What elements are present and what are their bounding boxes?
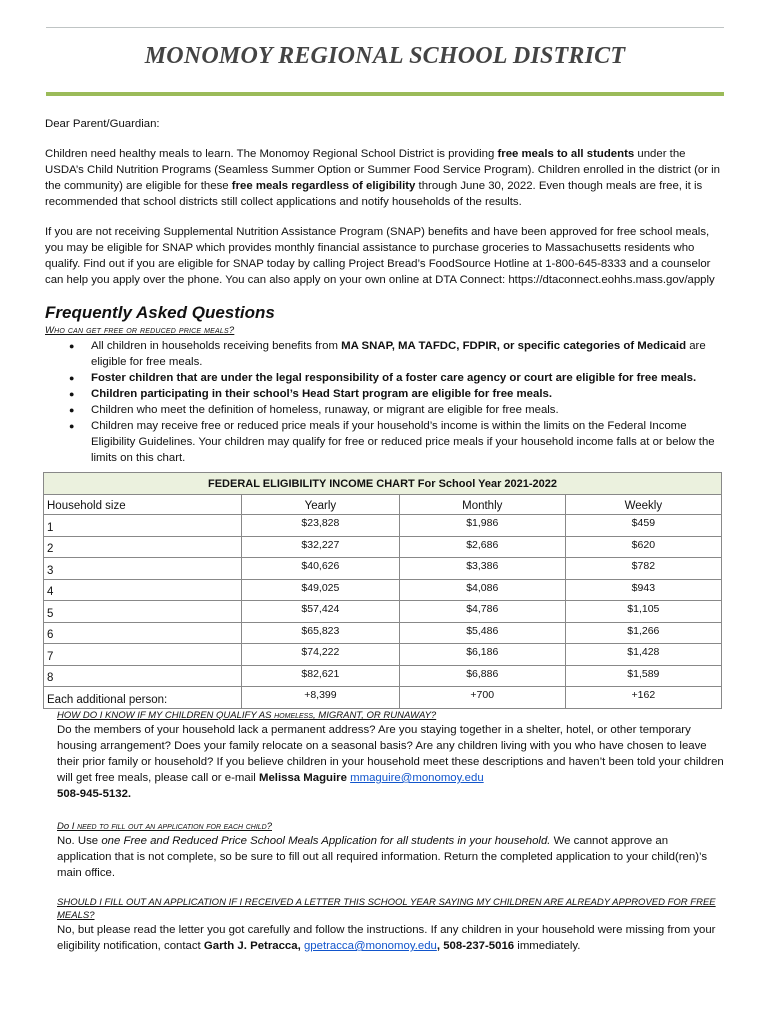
faq-heading: Frequently Asked Questions: [45, 303, 275, 322]
household-size-cell: 3: [44, 558, 242, 580]
yearly-cell: +8,399: [242, 687, 400, 709]
weekly-cell: $1,105: [565, 601, 721, 623]
monthly-cell: $3,386: [399, 558, 565, 580]
list-item: ● Children who meet the definition of homeless, runaway, or migrant are eligible for free meals.: [45, 402, 725, 418]
faq-question-homeless: [57, 709, 725, 722]
table-row: [44, 601, 722, 623]
yearly-cell: $82,621: [242, 665, 400, 687]
monthly-cell: $4,786: [399, 601, 565, 623]
answer-text: immediately.: [514, 940, 581, 952]
bullet-bold-text: MA SNAP, MA TAFDC, FDPIR, or specific categories of Medicaid: [341, 340, 687, 352]
eligibility-list: [45, 338, 725, 466]
intro-paragraph: [45, 146, 725, 210]
monthly-cell: $1,986: [399, 515, 565, 537]
intro-text-a: Children need healthy meals to learn. The Monomoy Regional School District is providing: [45, 148, 498, 160]
faq-section-letter: [57, 896, 725, 954]
contact-phone: , 508-237-5016: [436, 940, 515, 952]
weekly-cell: +162: [565, 687, 721, 709]
title-underline: [46, 92, 724, 96]
contact-phone: 508-945-5132.: [57, 788, 132, 800]
table-caption: FEDERAL ELIGIBILITY INCOME CHART For School Year 2021-2022: [44, 473, 722, 495]
answer-text: No, but please read the letter you got carefully and follow the instructions. If any children in your household were missing from your eligibility notification, contact: [57, 924, 716, 952]
contact-name: Melissa Maguire: [258, 772, 347, 784]
monthly-cell: +700: [399, 687, 565, 709]
column-header-monthly: Monthly: [399, 495, 565, 515]
table-row: [44, 558, 722, 580]
page-title: MONOMOY REGIONAL SCHOOL DISTRICT: [144, 43, 626, 69]
table-row: [44, 665, 722, 687]
table-row: [44, 515, 722, 537]
household-size-cell: 5: [44, 601, 242, 623]
yearly-cell: $57,424: [242, 601, 400, 623]
weekly-cell: $1,266: [565, 622, 721, 644]
contact-email-link[interactable]: mmaguire@monomoy.edu: [350, 772, 484, 784]
faq-section-homeless: [57, 709, 725, 802]
household-size-cell: 7: [44, 644, 242, 666]
monthly-cell: $4,086: [399, 579, 565, 601]
faq-answer-application: [57, 833, 725, 881]
column-header-weekly: Weekly: [565, 495, 721, 515]
weekly-cell: $782: [565, 558, 721, 580]
monthly-cell: $2,686: [399, 536, 565, 558]
question-text: need to fill out an application for each child?: [77, 821, 273, 832]
weekly-cell: $943: [565, 579, 721, 601]
faq-section-application: [57, 820, 725, 881]
monthly-cell: $5,486: [399, 622, 565, 644]
greeting: Dear Parent/Guardian:: [45, 118, 160, 130]
weekly-cell: $620: [565, 536, 721, 558]
yearly-cell: $32,227: [242, 536, 400, 558]
faq-answer-letter: [57, 922, 725, 954]
list-item: ● Foster children that are under the legal responsibility of a foster care agency or court are eligible for free meals.: [45, 370, 725, 386]
household-size-cell: 2: [44, 536, 242, 558]
yearly-cell: $40,626: [242, 558, 400, 580]
contact-email-link[interactable]: gpetracca@monomoy.edu: [303, 940, 437, 952]
yearly-cell: $65,823: [242, 622, 400, 644]
answer-text: We cannot approve an application that is not complete, so be sure to fill out all required information. Return the completed application to your child(ren)’s main office.: [57, 835, 708, 879]
monthly-cell: $6,886: [399, 665, 565, 687]
question-text: homeless: [274, 710, 314, 721]
yearly-cell: $23,828: [242, 515, 400, 537]
weekly-cell: $459: [565, 515, 721, 537]
faq-question-who-eligible: Who can get free or reduced price meals?: [45, 325, 235, 336]
list-item: ● Children participating in their school’s Head Start program are eligible for free meals.: [45, 386, 725, 402]
household-size-cell: Each additional person:: [44, 687, 242, 709]
list-item: ● Children may receive free or reduced price meals if your household’s income is within the limits on the Federal Income Eligibility Guidelines. Your children may qualify for free or reduced price meals if your household income falls at or below the limits on this chart.: [45, 418, 725, 466]
bullet-text: are eligible for free meals.: [91, 340, 706, 368]
table-row: [44, 579, 722, 601]
column-header-household-size: Household size: [44, 495, 242, 515]
question-text: HOW DO I KNOW IF MY CHILDREN QUALIFY AS: [57, 710, 275, 721]
table-row: [44, 644, 722, 666]
intro-text-e: through June 30, 2022. Even though meals are free, it is recommended that school districts still collect applications and notify households of the results.: [45, 180, 703, 208]
intro-bold-free-meals: free meals to all students: [497, 148, 635, 160]
monthly-cell: $6,186: [399, 644, 565, 666]
contact-name: Garth J. Petracca,: [203, 940, 301, 952]
table-row: [44, 536, 722, 558]
household-size-cell: 6: [44, 622, 242, 644]
weekly-cell: $1,589: [565, 665, 721, 687]
yearly-cell: $74,222: [242, 644, 400, 666]
income-eligibility-table: [43, 472, 722, 709]
household-size-cell: 4: [44, 579, 242, 601]
household-size-cell: 8: [44, 665, 242, 687]
table-row: [44, 622, 722, 644]
top-divider: [46, 27, 724, 28]
faq-question-letter: SHOULD I FILL OUT AN APPLICATION IF I RECEIVED A LETTER THIS SCHOOL YEAR SAYING MY CHILDREN ARE ALREADY APPROVED FOR FREE MEALS?: [57, 897, 716, 921]
faq-question-application: [57, 820, 725, 833]
answer-italic-text: one Free and Reduced Price School Meals Application for all students in your household.: [101, 835, 551, 847]
household-size-cell: 1: [44, 515, 242, 537]
answer-text: No. Use: [57, 835, 102, 847]
yearly-cell: $49,025: [242, 579, 400, 601]
question-text: , MIGRANT, OR RUNAWAY?: [313, 710, 437, 721]
faq-answer-homeless: [57, 722, 725, 802]
table-row: [44, 687, 722, 709]
column-header-yearly: Yearly: [242, 495, 400, 515]
list-item: [45, 338, 725, 370]
answer-text: Do the members of your household lack a permanent address? Are you staying together in a shelter, hotel, or other temporary housing arrangement? Does your family relocate on a seasonal basis? Are any children living with you who have chosen to leave their prior family or household? If you believe children in your household meet these descriptions and haven’t been told your children will get free meals, please call or e-mail: [57, 724, 724, 784]
weekly-cell: $1,428: [565, 644, 721, 666]
intro-text-c: under the USDA’s Child Nutrition Programs (Seamless Summer Option or Summer Food Service Program). Children enrolled in the district (or in the community) are eligible for these: [45, 148, 721, 192]
intro-bold-regardless: free meals regardless of eligibility: [231, 180, 416, 192]
bullet-text: All children in households receiving benefits from: [91, 340, 342, 352]
question-text: Do I: [57, 821, 78, 832]
snap-paragraph: If you are not receiving Supplemental Nutrition Assistance Program (SNAP) benefits and have been approved for free school meals, you may be eligible for SNAP which provides monthly financial assistance to purchase groceries to Massachusetts residents who qualify. Find out if you are eligible for SNAP today by calling Project Bread’s FoodSource Hotline at 1-800-645-8333 and a counselor can help you apply over the phone. You can also apply on your own online at DTA Connect: https://dtaconnect.eohhs.mass.gov/apply: [45, 226, 715, 286]
